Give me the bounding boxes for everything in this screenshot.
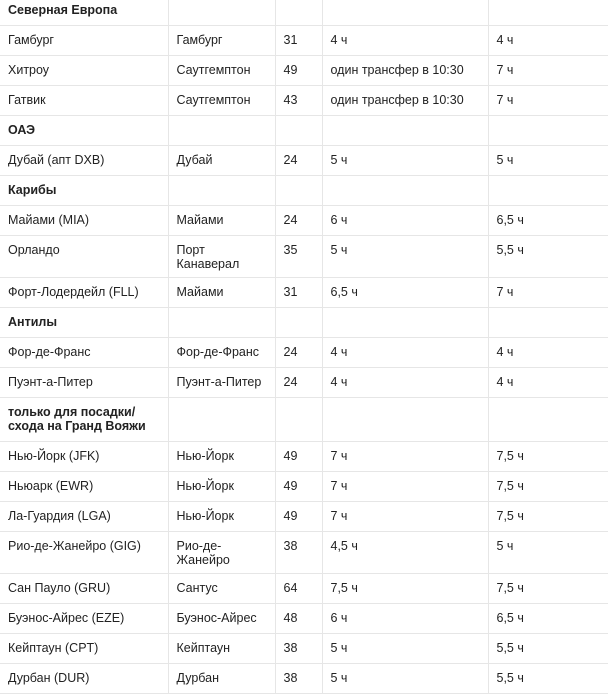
duration-cell: 4 ч (488, 338, 608, 368)
region-header-row (0, 398, 608, 442)
empty-cell (322, 116, 488, 146)
transfer-cell: 6,5 ч (322, 278, 488, 308)
duration-cell: 5 ч (488, 146, 608, 176)
airport-cell: Хитроу (0, 56, 168, 86)
table-row (0, 368, 608, 398)
port-cell: Саутгемптон (168, 56, 275, 86)
duration-cell: 7,5 ч (488, 502, 608, 532)
port-cell: Сантус (168, 574, 275, 604)
transfer-cell: один трансфер в 10:30 (322, 86, 488, 116)
table-row (0, 206, 608, 236)
port-cell: Фор-де-Франс (168, 338, 275, 368)
table-row (0, 338, 608, 368)
airport-cell: Ньюарк (EWR) (0, 472, 168, 502)
distance-cell: 49 (275, 56, 322, 86)
region-header-row (0, 0, 608, 26)
empty-cell (168, 176, 275, 206)
empty-cell (168, 398, 275, 442)
airport-cell: Форт-Лодердейл (FLL) (0, 278, 168, 308)
transfer-cell: 4,5 ч (322, 532, 488, 574)
airport-cell: Гамбург (0, 26, 168, 56)
table-row (0, 532, 608, 574)
table-row (0, 574, 608, 604)
distance-cell: 48 (275, 604, 322, 634)
table-row (0, 502, 608, 532)
distance-cell: 38 (275, 664, 322, 694)
airport-cell: Рио-де-Жанейро (GIG) (0, 532, 168, 574)
transfer-cell: 4 ч (322, 26, 488, 56)
table-row (0, 442, 608, 472)
table-row (0, 472, 608, 502)
transfer-cell: 6 ч (322, 604, 488, 634)
port-cell: Майами (168, 206, 275, 236)
distance-cell: 49 (275, 502, 322, 532)
duration-cell: 4 ч (488, 368, 608, 398)
table-row (0, 86, 608, 116)
port-cell: Нью-Йорк (168, 442, 275, 472)
empty-cell (488, 176, 608, 206)
duration-cell: 5 ч (488, 532, 608, 574)
table-row (0, 634, 608, 664)
distance-cell: 43 (275, 86, 322, 116)
empty-cell (168, 308, 275, 338)
airport-cell: Майами (MIA) (0, 206, 168, 236)
duration-cell: 4 ч (488, 26, 608, 56)
table-row (0, 56, 608, 86)
transfer-cell: 5 ч (322, 664, 488, 694)
empty-cell (275, 116, 322, 146)
distance-cell: 24 (275, 206, 322, 236)
empty-cell (275, 0, 322, 26)
table-row (0, 236, 608, 278)
airport-cell: Пуэнт-а-Питер (0, 368, 168, 398)
distance-cell: 31 (275, 26, 322, 56)
region-header-row (0, 116, 608, 146)
duration-cell: 5,5 ч (488, 634, 608, 664)
port-cell: Пуэнт-а-Питер (168, 368, 275, 398)
empty-cell (322, 176, 488, 206)
empty-cell (168, 116, 275, 146)
distance-cell: 49 (275, 472, 322, 502)
region-title: Северная Европа (0, 0, 168, 26)
transfer-cell: 5 ч (322, 236, 488, 278)
transfer-cell: 4 ч (322, 368, 488, 398)
table-row (0, 664, 608, 694)
transfer-cell: один трансфер в 10:30 (322, 56, 488, 86)
empty-cell (322, 0, 488, 26)
table-row (0, 26, 608, 56)
empty-cell (322, 308, 488, 338)
transfer-cell: 7 ч (322, 502, 488, 532)
distance-cell: 49 (275, 442, 322, 472)
airport-cell: Гатвик (0, 86, 168, 116)
airport-cell: Сан Пауло (GRU) (0, 574, 168, 604)
distance-cell: 38 (275, 532, 322, 574)
transfer-cell: 7,5 ч (322, 574, 488, 604)
transfer-cell: 7 ч (322, 442, 488, 472)
distance-cell: 24 (275, 368, 322, 398)
port-cell: Дубай (168, 146, 275, 176)
region-header-row (0, 308, 608, 338)
airport-cell: Буэнос-Айрес (EZE) (0, 604, 168, 634)
airport-cell: Кейптаун (CPT) (0, 634, 168, 664)
table-row (0, 278, 608, 308)
table-row (0, 604, 608, 634)
airport-cell: Нью-Йорк (JFK) (0, 442, 168, 472)
region-title: ОАЭ (0, 116, 168, 146)
airport-cell: Орландо (0, 236, 168, 278)
empty-cell (322, 398, 488, 442)
region-header-row (0, 176, 608, 206)
distance-cell: 31 (275, 278, 322, 308)
duration-cell: 6,5 ч (488, 206, 608, 236)
distance-cell: 24 (275, 338, 322, 368)
duration-cell: 6,5 ч (488, 604, 608, 634)
duration-cell: 7 ч (488, 278, 608, 308)
duration-cell: 7,5 ч (488, 472, 608, 502)
region-title: только для посадки/схода на Гранд Вояжи (0, 398, 168, 442)
duration-cell: 7,5 ч (488, 574, 608, 604)
table-row (0, 146, 608, 176)
port-cell: Кейптаун (168, 634, 275, 664)
port-cell: Буэнос-Айрес (168, 604, 275, 634)
port-cell: Дурбан (168, 664, 275, 694)
transfer-cell: 5 ч (322, 634, 488, 664)
airport-cell: Фор-де-Франс (0, 338, 168, 368)
duration-cell: 7 ч (488, 86, 608, 116)
distance-cell: 35 (275, 236, 322, 278)
airport-cell: Дурбан (DUR) (0, 664, 168, 694)
transfer-cell: 6 ч (322, 206, 488, 236)
duration-cell: 5,5 ч (488, 236, 608, 278)
empty-cell (168, 0, 275, 26)
transfer-cell: 7 ч (322, 472, 488, 502)
port-cell: Нью-Йорк (168, 472, 275, 502)
region-title: Антилы (0, 308, 168, 338)
empty-cell (275, 308, 322, 338)
airport-cell: Дубай (апт DXB) (0, 146, 168, 176)
port-cell: Нью-Йорк (168, 502, 275, 532)
empty-cell (488, 308, 608, 338)
duration-cell: 5,5 ч (488, 664, 608, 694)
region-title: Карибы (0, 176, 168, 206)
transfer-cell: 5 ч (322, 146, 488, 176)
port-cell: Порт Канаверал (168, 236, 275, 278)
duration-cell: 7,5 ч (488, 442, 608, 472)
port-cell: Рио-де-Жанейро (168, 532, 275, 574)
distance-cell: 38 (275, 634, 322, 664)
transfer-cell: 4 ч (322, 338, 488, 368)
empty-cell (488, 0, 608, 26)
empty-cell (488, 398, 608, 442)
distance-cell: 64 (275, 574, 322, 604)
distance-cell: 24 (275, 146, 322, 176)
port-cell: Майами (168, 278, 275, 308)
port-cell: Гамбург (168, 26, 275, 56)
port-cell: Саутгемптон (168, 86, 275, 116)
empty-cell (275, 398, 322, 442)
duration-cell: 7 ч (488, 56, 608, 86)
empty-cell (488, 116, 608, 146)
empty-cell (275, 176, 322, 206)
airport-cell: Ла-Гуардия (LGA) (0, 502, 168, 532)
